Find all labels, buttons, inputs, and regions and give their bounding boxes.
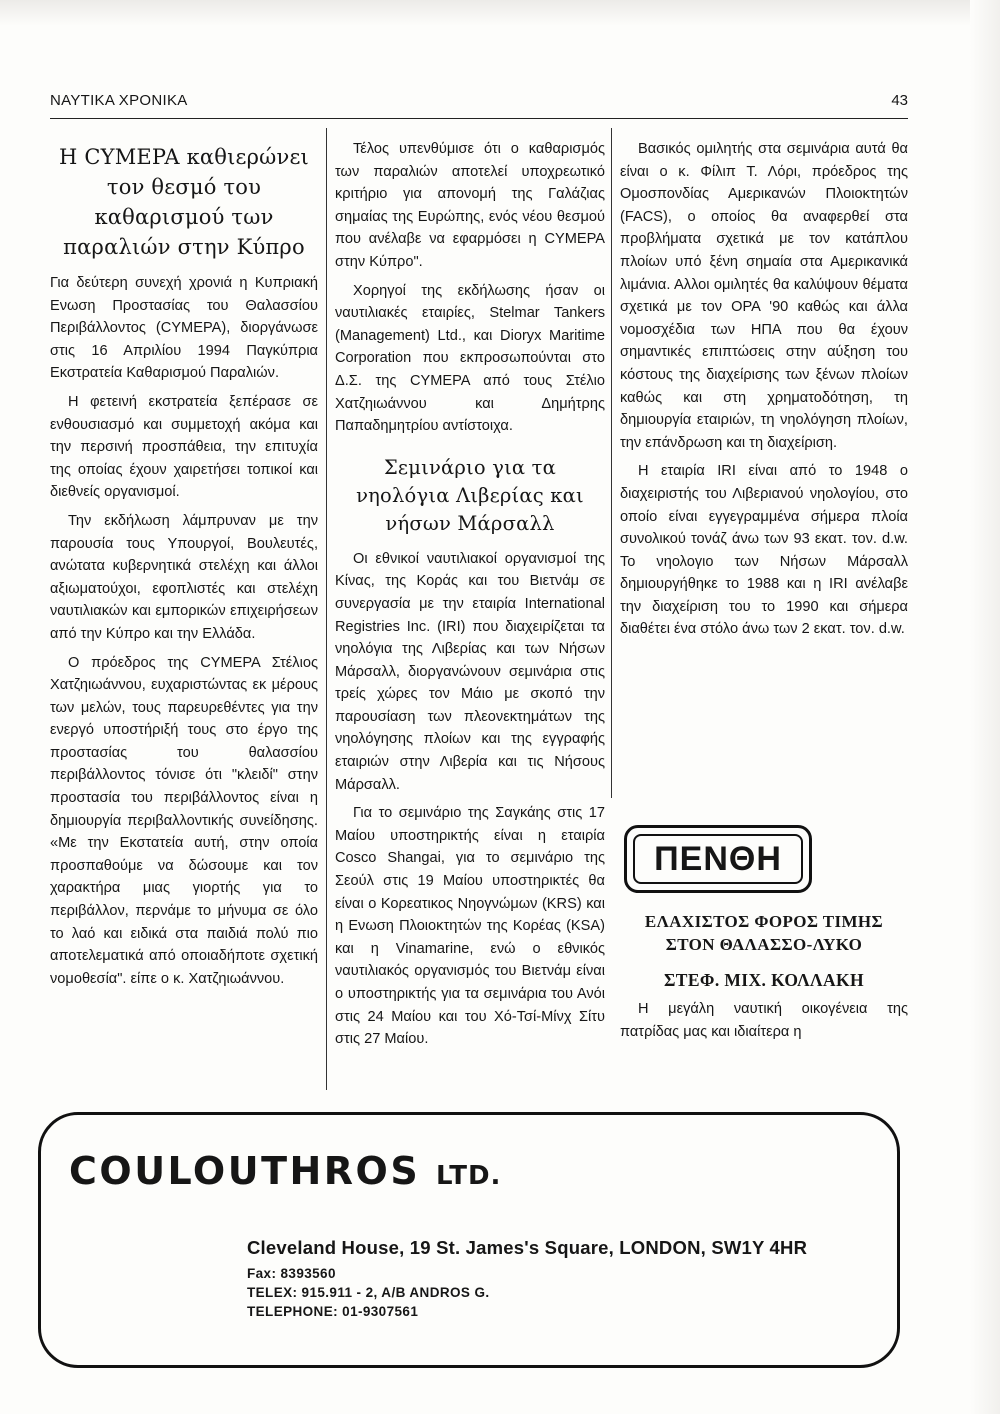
obituary-title: ΕΛΑΧΙΣΤΟΣ ΦΟΡΟΣ ΤΙΜΗΣ ΣΤΟΝ ΘΑΛΑΣΣΟ-ΛΥΚΟ: [644, 912, 884, 954]
article-2-headline: Σεμινάριο για τα νηολόγια Λιβερίας και νήσων Μάρσαλλ: [356, 455, 584, 535]
advert-address: Cleveland House, 19 St. James's Square, LONDON, SW1Y 4HR: [247, 1237, 808, 1258]
article-1-paragraph: Ο πρόεδρος της CYMEPA Στέλιος Χατζηιωάννου, ευχαριστώντας εκ μέρους των μελών, τους παρευρεθέντες για την ενεργό υποστήριξή τους στο έργο της προστασίας του θαλασσίου περιβάλλοντος τόνισε ότι "κλειδί" στην προστασία του περιβάλλοντος είναι η δημιουργία περιβαλλοντικής συνείδησης. «Με την Εκστατεία αυτή, στην οποία προσπαθούμε να δώσουμε και τον χαρακτήρα μιας γιορτής για το περιβάλλον, περνάμε το μήνυμα σε όλο το λαό και ειδικά στα παιδιά πολύ πιο αποτελεματικά από οποιαδήποτε σχετική νομοθεσία". είπε ο κ. Χατζηιωάννου.: [50, 654, 318, 987]
article-1-paragraph: Για δεύτερη συνεχή χρονιά η Κυπριακή Ενωση Προστασίας του Θαλασσίου Περιβάλλοντος (CYMEPA), διοργάνωσε στις 16 Απριλίου 1994 Παγκύπρια Εκστρατεία Καθαρισμού Παραλιών.: [50, 275, 318, 382]
article-2-paragraph: Για το σεμινάριο της Σαγκάης στις 17 Μαίου υποστηρικτής είναι η εταιρία Cosco Shangai, για το σεμινάριο της Σεούλ στις 19 Μαίου υποστηρικτές θα είναι ο Κορεατικος Νηογνώμων (KRS) και η Ενωση Πλοιοκτητών της Κορέας (KSA) και η Vinamarine, ενώ ο εθνικός ναυτιλιακός οργανισμός του Βιετνάμ είναι ο υποστηρικτής για τα σεμινάρια του Ανόι στις 24 Μαίου και του Χό-Τσί-Μίνχ Σίτυ στις 27 Μαίου.: [335, 805, 605, 1048]
obituary: [620, 910, 908, 1043]
obituary-body: Η μεγάλη ναυτική οικογένεια της πατρίδας μας και ιδιαίτερα η: [620, 1001, 908, 1040]
advert-company-name: [69, 1149, 501, 1193]
column-1: [50, 138, 318, 996]
article-2-paragraph: Η εταιρία IRI είναι από το 1948 ο διαχειριστής του Λιβεριανού νηολογίου, στο οποίο είναι εγγεγραμμένα σήμερα πλοία συνολικού τονάζ άνω των 93 εκατ. τον. d.w. Το νηολογιο των Νήσων Μάρσαλλ δημιουργήθηκε το 1988 και η IRI ανέλαβε την διαχείριση του το 1990 και σήμερα διαθέτει ένα στόλο άνω των 2 εκατ. τον. d.w.: [620, 463, 908, 638]
advertisement-box: [38, 1112, 900, 1368]
article-2-paragraph: Βασικός ομιλητής στα σεμινάρια αυτά θα είναι ο κ. Φίλιπ Τ. Λόρι, πρόεδρος της Ομοσπονδίας Αμερικανών Πλοιοκτητών (FACS), ο οποίος θα αναφερθεί στα προβλήματα σχετικά με τον κατάπλου πλοίων υπό ξένη σημαία στα Αμερικανικά λιμάνια. Αλλοι ομιλητές θα καλύψουν θέματα σχετικά με τον ΟΡΑ '90 καθώς και άλλα νομοσχέδια των ΗΠΑ που θα έχουν σημαντικές επιπτώσεις στην αύξηση του κόστους της διαχείρισης των ξένων πλοίων καθώς και στη χρηματοδότηση, τη δημιουργία εταιριών, τη νηολόγηση πλοίων, την επάνδρωση και τη διαχείριση.: [620, 141, 908, 451]
column-rule-1: [326, 128, 327, 1090]
article-1-headline: Η CYMEPA καθιερώνει τον θεσμό του καθαρισμού των παραλιών στην Κύπρο: [58, 145, 309, 259]
scan-shadow-top: [0, 0, 1000, 26]
article-1-paragraph: Την εκδήλωση λάμπρυναν με την παρουσία τους Υπουργοί, Βουλευτές, ανώτατα κυβερνητικά στελέχη και άλλοι αξιωματούχοι, εφοπλιστές και στελέχη ναυτιλιακών και εμπορικών επιχειρήσεων από την Κύπρο και την Ελλάδα.: [50, 512, 318, 642]
running-title: ΝΑΥΤΙΚΑ ΧΡΟΝΙΚΑ: [50, 92, 188, 109]
article-1-paragraph: Τέλος υπενθύμισε ότι ο καθαρισμός των παραλιών αποτελεί υποχρεωτικό κριτήριο για απονομή της Γαλάζιας σημαίας της Ευρώπης, ενός νέου θεσμού που ανέλαβε να εφαρμόσει η CYMEPA στην Κύπρο".: [335, 141, 605, 270]
page-number: 43: [891, 92, 908, 109]
advert-company: COULOUTHROS: [69, 1149, 421, 1193]
advert-company-suffix: LTD.: [435, 1161, 502, 1191]
advert-telephone: TELEPHONE: 01-9307561: [247, 1304, 419, 1319]
obituary-name: ΣΤΕΦ. ΜΙΧ. ΚΟΛΛΑΚΗ: [663, 970, 865, 990]
column-rule-2: [611, 128, 612, 798]
article-2-paragraph: Οι εθνικοί ναυτιλιακοί οργανισμοί της Κίνας, της Κοράς και του Βιετνάμ σε συνεργασία με την εταιρία International Registries Inc. (IRI) που διαχειρίζεται τα νηολόγια της Λιβερίας και των Νήσων Μάρσαλλ, διοργανώνουν σεμινάρια στις τρείς χώρες τον Μάιο με σκοπό την παρουσίαση των πλεονεκτημάτων της νηολόγησης πλοίων και της εγγραφής εταιριών στην Λιβερία και τις Νήσους Μάρσαλλ.: [335, 550, 605, 793]
scan-shadow-right: [970, 0, 1000, 1414]
page-header: [50, 92, 908, 119]
obituary-section-label: ΠΕΝΘΗ: [633, 834, 803, 884]
advert-fax: Fax: 8393560: [247, 1266, 336, 1281]
obituary-section-box: [624, 825, 812, 893]
column-3: [620, 138, 908, 647]
column-2: [335, 138, 605, 1057]
article-1-paragraph: Χορηγοί της εκδήλωσης ήσαν οι ναυτιλιακές εταιρίες, Stelmar Tankers (Management) Ltd., και Dioryx Maritime Corporation που εκπροσωπούνται στο Δ.Σ. της CYMEPA από τους Στέλιο Χατζηιωάννου και Δημήτρης Παπαδημητρίου αντίστοιχα.: [335, 282, 605, 435]
advert-telex: TELEX: 915.911 - 2, A/B ANDROS G.: [247, 1285, 490, 1300]
article-1-paragraph: Η φετεινή εκστρατεία ξεπέρασε σε ενθουσιασμό και συμμετοχή ακόμα και την περσινή προσπάθεια, την επιτυχία της οποίας έχουν χαιρετήσει τοπικοί και διεθνείς οργανισμοί.: [50, 393, 318, 501]
